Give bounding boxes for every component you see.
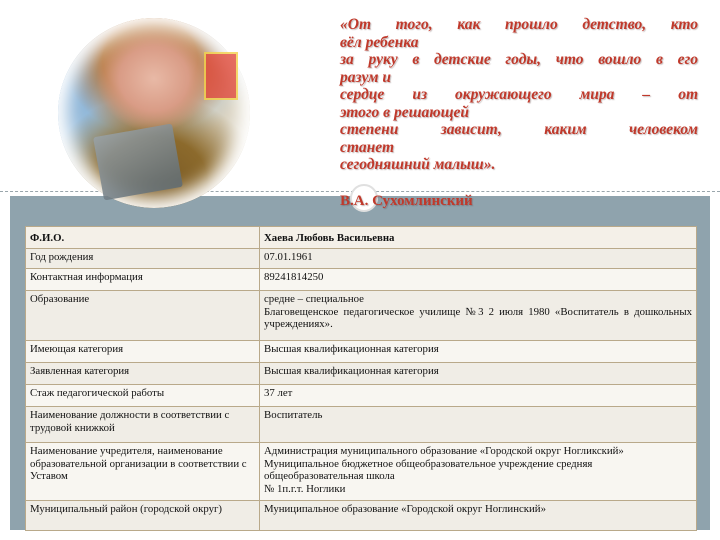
table-row <box>26 443 697 501</box>
quote-line: этого в решающей <box>340 103 469 121</box>
table-row <box>26 501 697 531</box>
table-row <box>26 341 697 363</box>
field-value: 37 лет <box>260 385 697 407</box>
table-row <box>26 407 697 443</box>
founder-line: Муниципальное бюджетное общеобразовательное учреждение средняя общеобразовательная школа <box>264 457 593 482</box>
field-value: Муниципальное образование «Городской округ Ноглинский» <box>260 501 697 531</box>
table-row <box>26 291 697 341</box>
teacher-info-table <box>25 226 697 531</box>
quote-line: сердце из окружающего мира – от <box>340 86 698 103</box>
quote-line: за руку в детские годы, что вошло в его <box>340 51 698 68</box>
field-value: 07.01.1961 <box>260 249 697 269</box>
field-value: Воспитатель <box>260 407 697 443</box>
portrait-photo <box>58 18 250 208</box>
field-label: Муниципальный район (городской округ) <box>26 501 260 531</box>
field-label: Заявленная категория <box>26 363 260 385</box>
education-institution: Благовещенское педагогическое училище №3 2 июля 1980 «Воспитатель в дошкольных учреждениях». <box>264 305 692 330</box>
quote-line: разум и <box>340 68 392 86</box>
table-row <box>26 249 697 269</box>
quote-author: В.А. Сухомлинский <box>340 193 473 209</box>
table-row <box>26 385 697 407</box>
field-value: Высшая квалификационная категория <box>260 363 697 385</box>
field-label: Стаж педагогической работы <box>26 385 260 407</box>
photo-folder <box>93 124 183 201</box>
field-value-education <box>260 291 697 341</box>
field-value: Высшая квалификационная категория <box>260 341 697 363</box>
quote-line: вёл ребенка <box>340 33 419 51</box>
quote-line: сегодняшний малыш». <box>340 156 496 173</box>
quote-line: станет <box>340 138 395 156</box>
table-row <box>26 363 697 385</box>
table-row <box>26 227 697 249</box>
field-label: Имеющая категория <box>26 341 260 363</box>
field-label: Год рождения <box>26 249 260 269</box>
field-label: Контактная информация <box>26 269 260 291</box>
field-value-founder <box>260 443 697 501</box>
table-row <box>26 269 697 291</box>
founder-line: № 1п.г.т. Ноглики <box>264 482 346 495</box>
field-value-fio: Хаева Любовь Васильевна <box>260 227 697 249</box>
education-level: средне – специальное <box>264 293 364 305</box>
field-label: Наименование должности в соответствии с трудовой книжкой <box>26 407 260 443</box>
quote-line: степени зависит, каким человеком <box>340 121 698 138</box>
field-value: 89241814250 <box>260 269 697 291</box>
field-label: Наименование учредителя, наименование образовательной организации в соответствии с Уставом <box>26 443 260 501</box>
field-label-fio: Ф.И.О. <box>26 227 260 249</box>
founder-line: Администрация муниципального образование «Городской округ Ногликский» <box>264 445 624 457</box>
field-label: Образование <box>26 291 260 341</box>
photo-wall-poster <box>204 52 238 100</box>
quote-line: «От того, как прошло детство, кто <box>340 16 698 33</box>
epigraph-quote <box>340 16 698 174</box>
